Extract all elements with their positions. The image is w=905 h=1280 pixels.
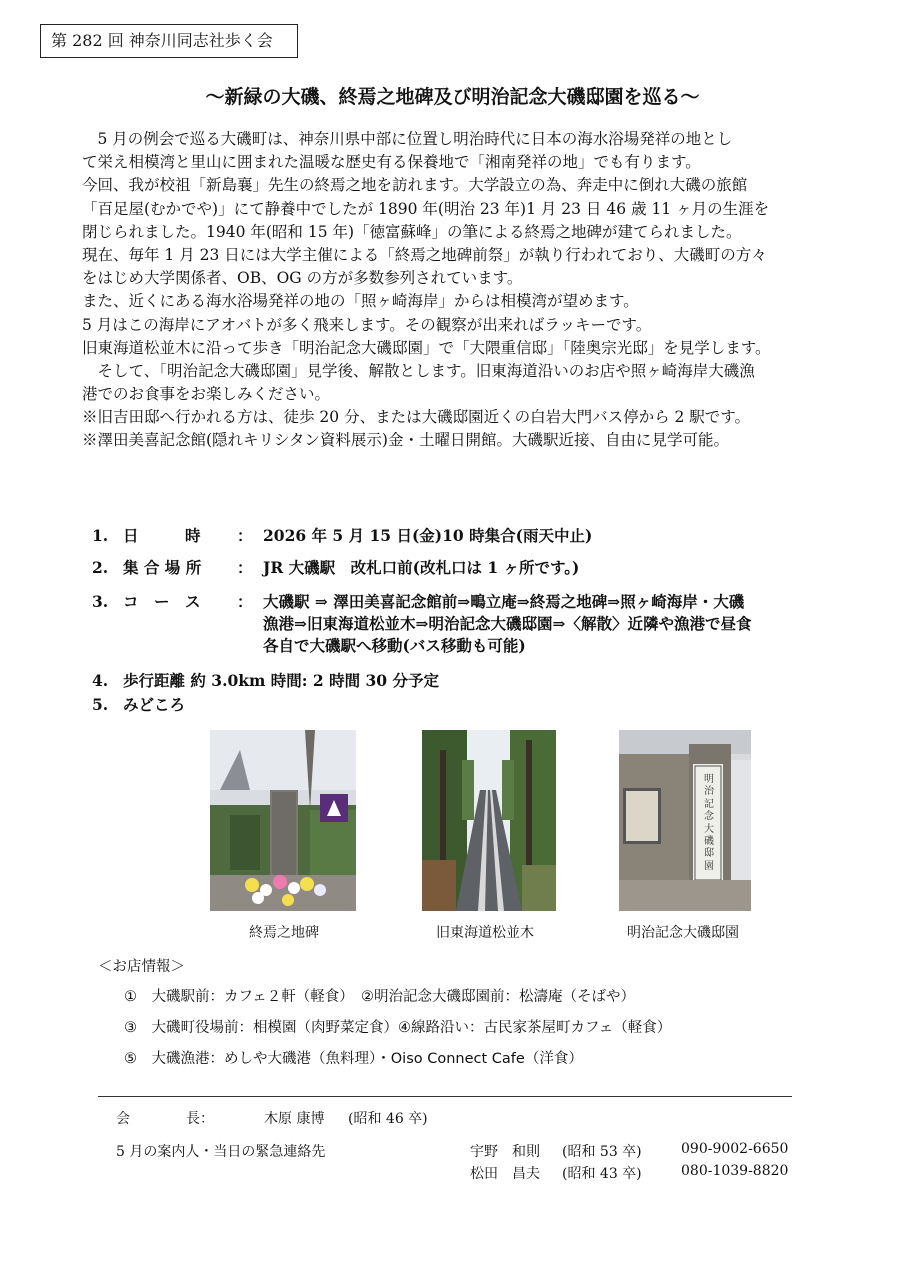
intro-line: そして、「明治記念大磯邸園」見学後、解散とします。旧東海道沿いのお店や照ヶ崎海岸大磯漁 xyxy=(82,361,755,380)
photo-caption: 旧東海道松並木 xyxy=(436,925,534,941)
page-title: ～新緑の大磯、終焉之地碑及び明治記念大磯邸園を巡る～ xyxy=(205,86,700,108)
contact-year: (昭和 43 卒) xyxy=(562,1166,642,1182)
contact-year: (昭和 53 卒) xyxy=(562,1144,642,1160)
photo-caption: 明治記念大磯邸園 xyxy=(627,925,739,941)
detail-sep: ： xyxy=(237,592,253,611)
intro-line: また、近くにある海水浴場発祥の地の「照ヶ崎海岸」からは相模湾が望めます。 xyxy=(82,292,639,311)
photo-pine-road xyxy=(422,730,556,911)
detail-value: JR 大磯駅 改札口前(改札口は 1 ヶ所です。) xyxy=(263,558,580,577)
contact-name: 松田 昌夫 xyxy=(470,1166,540,1182)
intro-text xyxy=(82,128,842,453)
detail-number: 2. xyxy=(92,558,109,577)
contact-name: 宇野 和則 xyxy=(470,1144,540,1160)
contact-phone: 080-1039-8820 xyxy=(681,1163,789,1179)
shop-info-title: ＜お店情報＞ xyxy=(98,959,185,975)
detail-distance xyxy=(92,670,439,692)
photo-memorial-stone xyxy=(210,730,356,911)
plaque-text: 明治記念大磯邸園 xyxy=(704,774,714,872)
detail-value: みどころ xyxy=(123,695,186,714)
detail-course xyxy=(92,591,744,613)
intro-line: をはじめ大学関係者、OB、OG の方が多数参列されています。 xyxy=(82,269,523,288)
chair-name: 木原 康博 xyxy=(264,1111,325,1127)
detail-place xyxy=(92,557,579,579)
course-line: 漁港⇒旧東海道松並木⇒明治記念大磯邸園⇒〈解散〉近隣や漁港で昼食 xyxy=(263,614,752,633)
intro-line: 旧東海道松並木に沿って歩き「明治記念大磯邸園」で「大隈重信邸」「陸奥宗光邸」を見学します。 xyxy=(82,338,771,357)
detail-number: 1. xyxy=(92,526,109,545)
intro-line: 5 月はこの海岸にアオバトが多く飛来します。その観察が出来ればラッキーです。 xyxy=(82,315,652,334)
intro-line: 5 月の例会で巡る大磯町は、神奈川県中部に位置し明治時代に日本の海水浴場発祥の地とし xyxy=(82,130,733,148)
detail-sep: ： xyxy=(237,558,253,577)
intro-line: ※澤田美喜記念館(隠れキリシタン資料展示)金・土曜日開館。大磯駅近接、自由に見学可能。 xyxy=(82,431,729,450)
intro-line: 現在、毎年 1 月 23 日には大学主催による「終焉之地碑前祭」が執り行われており、大磯町の方々 xyxy=(82,245,767,264)
event-label: 第 282 回 神奈川同志社歩く会 xyxy=(40,24,298,58)
contact-phone: 090-9002-6650 xyxy=(681,1141,789,1157)
detail-number: 5. xyxy=(92,695,109,714)
shop-info-line: ⑤ 大磯漁港：めしや大磯港（魚料理）・Oiso Connect Cafe（洋食） xyxy=(124,1051,583,1067)
photo-garden-gate xyxy=(619,730,751,911)
intro-line: 港でのお食事をお楽しみください。 xyxy=(82,385,331,404)
shop-info-line: ③ 大磯町役場前：相模園（肉野菜定食）④線路沿い：古民家茶屋町カフェ（軽食） xyxy=(124,1020,672,1036)
detail-number: 3. xyxy=(92,592,109,611)
detail-value: 歩行距離 約 3.0km 時間: 2 時間 30 分予定 xyxy=(123,671,439,690)
guide-label: 5 月の案内人・当日の緊急連絡先 xyxy=(116,1144,326,1160)
intro-line: 今回、我が校祖「新島襄」先生の終焉之地を訪れます。大学設立の為、奔走中に倒れ大磯の旅館 xyxy=(82,176,748,195)
intro-line: 閉じられました。1940 年(昭和 15 年)「徳富蘇峰」の筆による終焉之地碑が建てられました。 xyxy=(82,222,742,241)
detail-number: 4. xyxy=(92,671,109,690)
detail-highlights xyxy=(92,694,185,716)
detail-label: 日 時 xyxy=(123,526,201,545)
divider xyxy=(98,1096,792,1097)
intro-line: て栄え相模湾と里山に囲まれた温暖な歴史有る保養地で「湘南発祥の地」でも有ります。 xyxy=(82,153,701,172)
photo-caption: 終焉之地碑 xyxy=(249,925,319,941)
chair-label: 会 長： xyxy=(116,1111,214,1127)
detail-label: コ ー ス xyxy=(123,592,201,611)
detail-date xyxy=(92,525,592,547)
detail-label: 集 合 場 所 xyxy=(123,558,202,577)
detail-sep: ： xyxy=(237,526,253,545)
intro-line: 「百足屋(むかでや)」にて静養中でしたが 1890 年(明治 23 年)1 月 23 日 46 歳 11 ヶ月の生涯を xyxy=(82,199,770,218)
detail-value: 2026 年 5 月 15 日(金)10 時集合(雨天中止) xyxy=(263,526,593,545)
shop-info-line: ① 大磯駅前：カフェ２軒（軽食） ②明治記念大磯邸園前：松濤庵（そばや） xyxy=(124,989,636,1005)
course-line: 各自で大磯駅へ移動(バス移動も可能) xyxy=(263,636,526,655)
intro-line: ※旧吉田邸へ行かれる方は、徒歩 20 分、または大磯邸園近くの白岩大門バス停から 2 駅です。 xyxy=(82,408,751,427)
course-line: 大磯駅 ⇒ 澤田美喜記念館前⇒鴫立庵⇒終焉之地碑⇒照ヶ崎海岸・大磯 xyxy=(263,592,745,611)
chair-year: (昭和 46 卒) xyxy=(348,1111,428,1127)
